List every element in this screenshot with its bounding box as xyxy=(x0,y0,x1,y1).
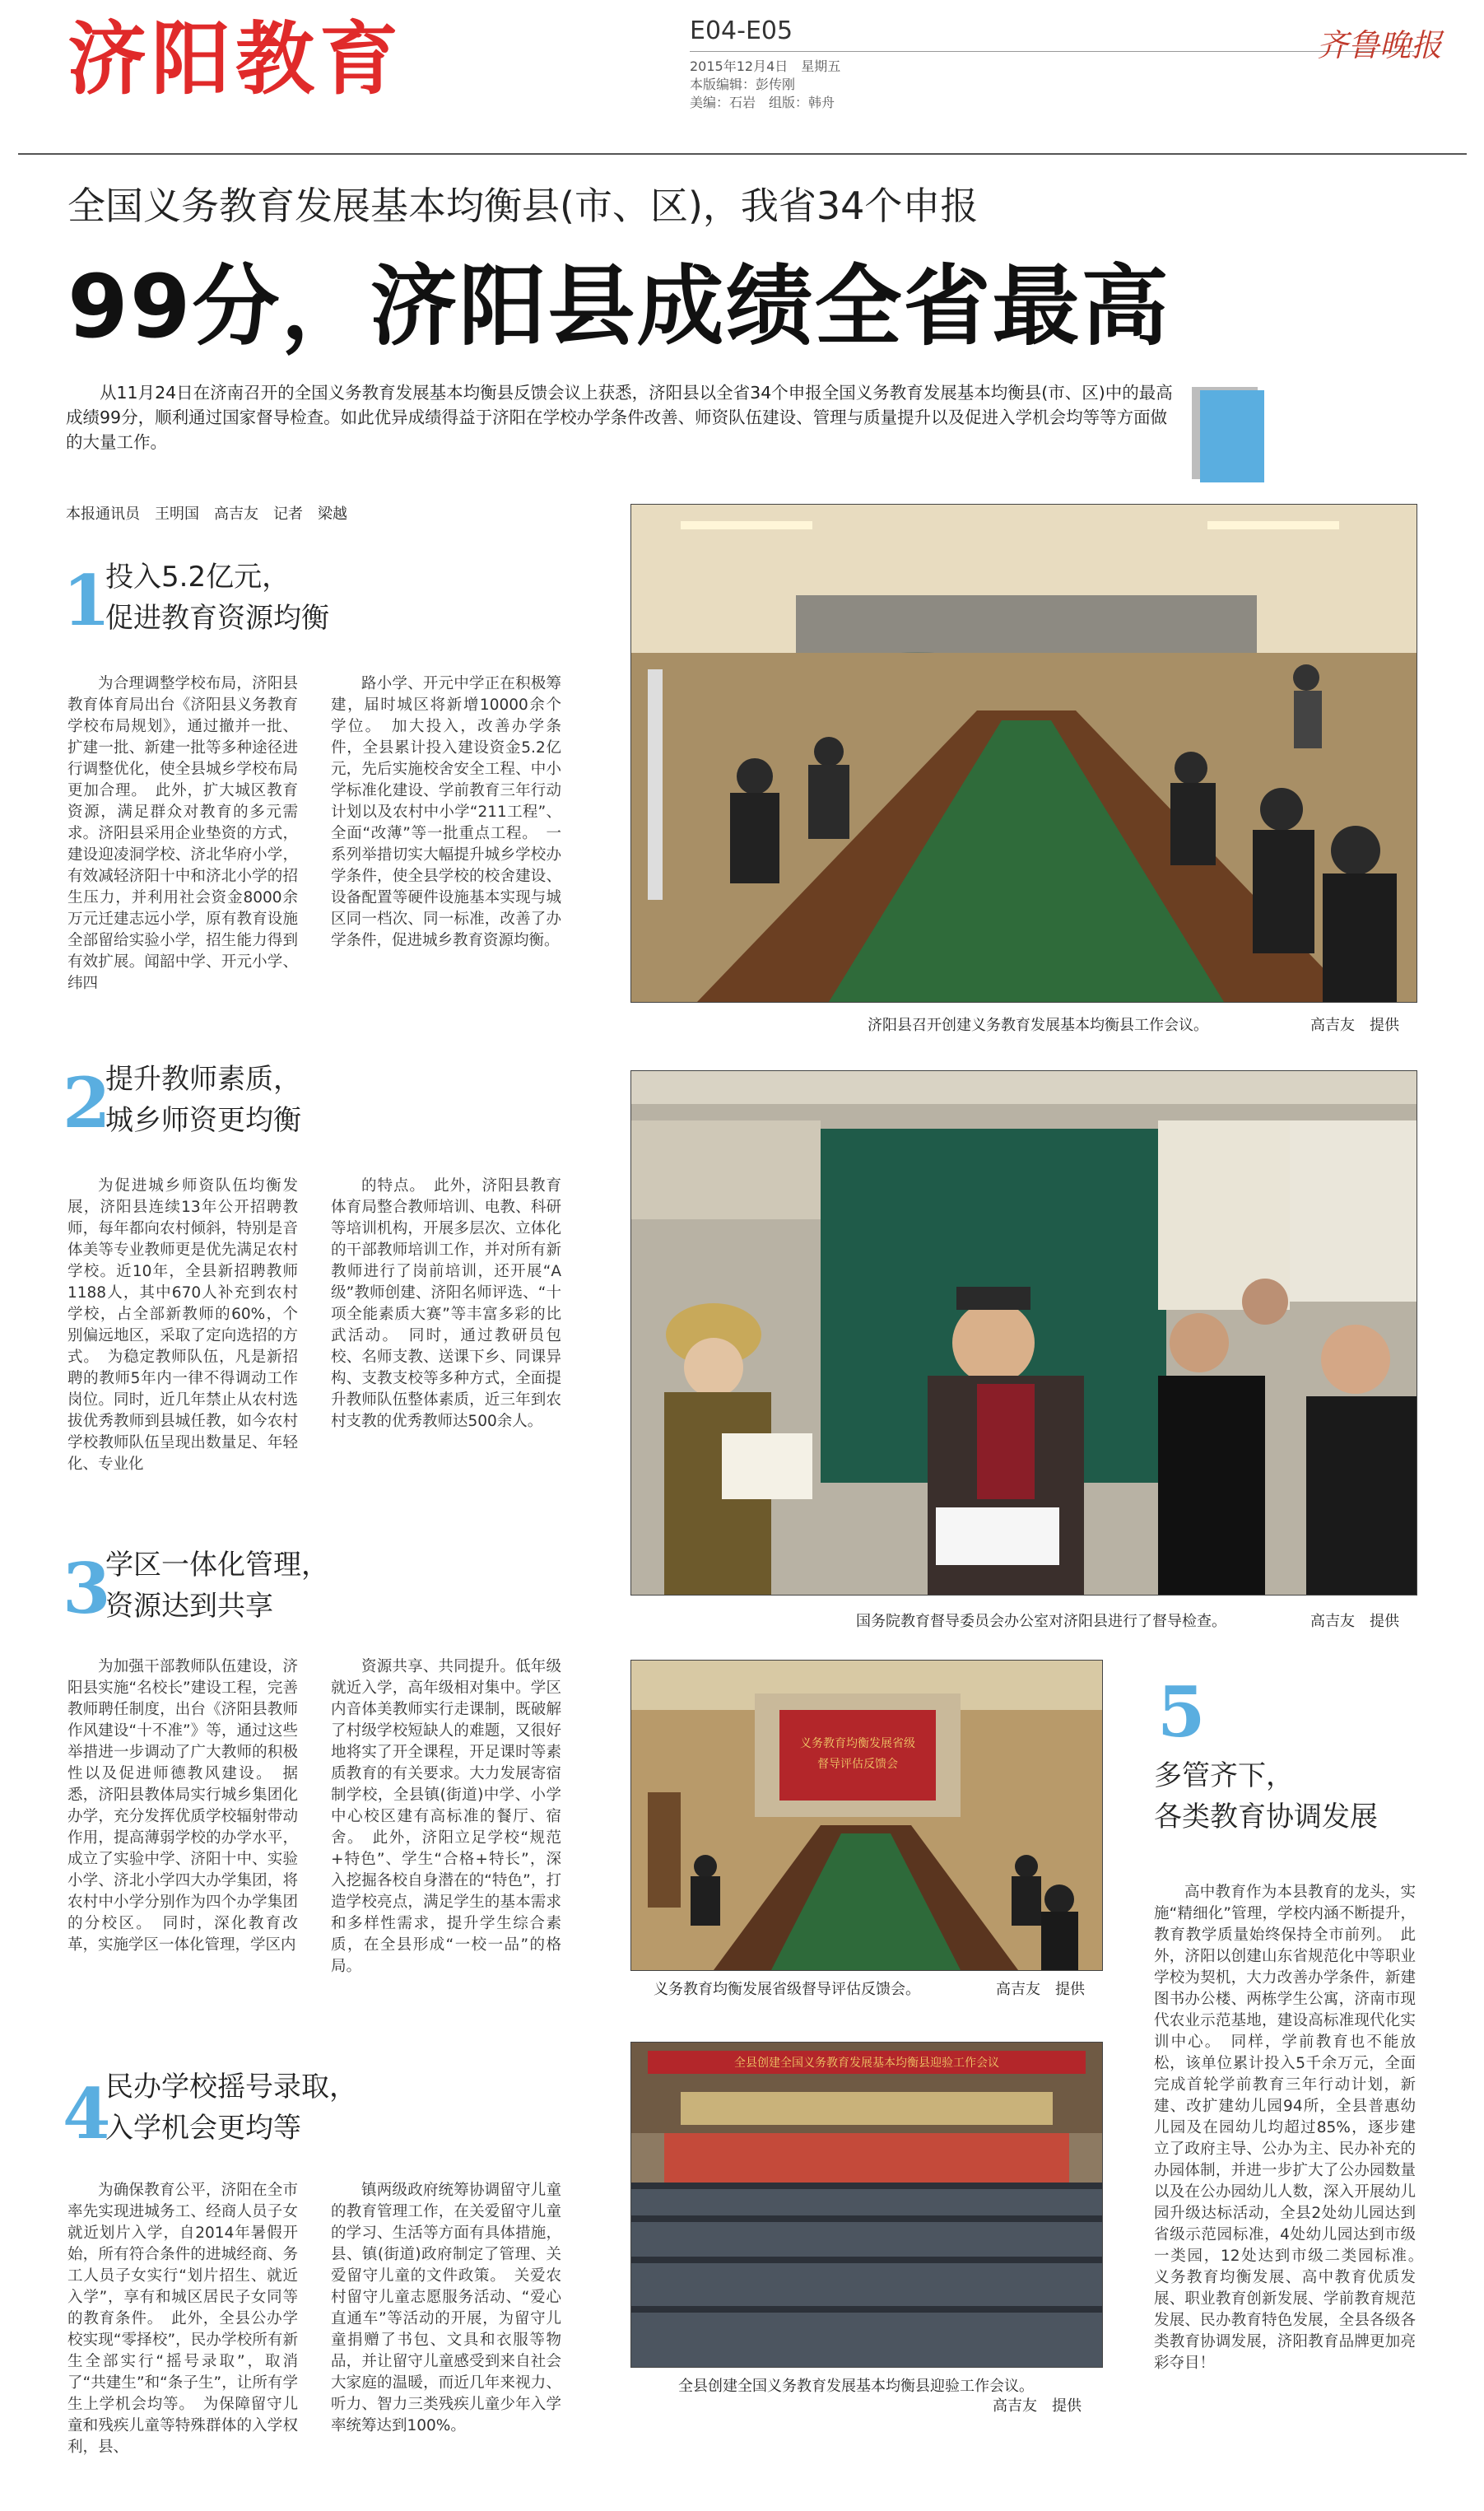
issue-date: 2015年12月4日 星期五 xyxy=(690,58,841,74)
section-5-column: 高中教育作为本县教育的龙头，实施“精细化”管理，学校内涵不断提升，教育教学质量始终保持全市前列。 此外，济阳以创建山东省规范化中等职业学校为契机，大力改善办学条件，新建图书办公楼、两栋学生公寓，济南市现代农业示范基地，建设高标准现代化实训中心。 同样，学前教育也不能放松，该单位累计投入5千余万元，全面完成首轮学前教育三年行动计划，新建、改扩建幼儿园94所，全县普惠幼儿园及在园幼儿均超过85%，逐步建立了政府主导、公办为主、民办补充的办园体制，并进一步扩大了公办园数量以及在公办园幼儿人数，深入开展幼儿园升级达标活动，全县2处幼儿园达到省级示范园标准，4处幼儿园达到市级一类园，12处达到市级二类园标准。 义务教育均衡发展、高中教育优质发展、职业教育创新发展、学前教育规范发展、民办教育特色发展，全县各级各类教育协调发展，济阳教育品牌更加亮彩夺目！ xyxy=(1154,1884,1431,2372)
page-range: E04-E05 xyxy=(690,16,793,45)
section-4-number: 4 xyxy=(63,2073,111,2155)
section-4-column-1: 为确保教育公平，济阳在全市率先实现进城务工、经商人员子女就近划片入学，自2014年暑假开始，所有符合条件的进城经商、务工人员子女实行“划片招生、就近入学”，享有和城区居民子女同等的教育条件。 此外，全县公办学校实现“零择校”，民办学校所有新生全部实行“摇号录取”，取消了“共建生”和“条子生”，让所有学生上学机会均等。 为保障留守儿童和残疾儿童等特殊群体的入学权利，县、 xyxy=(67,2182,298,2456)
section-3-column-2: 资源共享、共同提升。低年级就近入学，高年级相对集中。学区内音体美教师实行走课制，既破解了村级学校短缺人的难题，又很好地将实了开全课程，开足课时等素质教育的有关要求。大力发展寄宿制学校，全县镇(街道)中学、小学中心校区建有高标准的餐厅、宿舍。 此外，济阳立足学校“规范+特色”、学生“合格+特长”，深入挖掘各校自身潜在的“特色”，打造学校亮点，满足学生的基本需求和多样性需求，提升学生综合素质，在全县形成“一校一品”的格局。 xyxy=(331,1658,561,1975)
photo-meeting-caption: 济阳县召开创建义务教育发展基本均衡县工作会议。 xyxy=(868,1017,1208,1034)
photo-inspection-caption: 国务院教育督导委员会办公室对济阳县进行了督导检查。 xyxy=(856,1613,1226,1630)
section-2-column-1: 为促进城乡师资队伍均衡发展，济阳县连续13年公开招聘教师，每年都向农村倾斜，特别是音体美等专业教师更是优先满足农村学校。近10年，全县新招聘教师1188人，其中670人补充到农村学校，占全部新教师的60%，个别偏远地区，采取了定向选招的方式。 为稳定教师队伍，凡是新招聘的教师5年内一律不得调动工作岗位。同时，近几年禁止从农村选拔优秀教师到县城任教，如今农村学校教师队伍呈现出数量足、年轻化、专业化 xyxy=(67,1177,298,1473)
section-1-column-2: 路小学、开元中学正在积极筹建，届时城区将新增10000余个学位。 加大投入，改善办学条件，全县累计投入建设资金5.2亿元，先后实施校舍安全工程、中小学标准化建设、学前教育三年行动计划以及农村中小学“211工程”、全面“改薄”等一批重点工程。 一系列举措切实大幅提升城乡学校办学条件，使全县学校的校舍建设、设备配置等硬件设施基本实现与城区同一档次、同一标准，改善了办学条件，促进城乡教育资源均衡。 xyxy=(331,675,561,949)
photo-feedback-credit: 高吉友 提供 xyxy=(996,1981,1085,1998)
section-3-title xyxy=(105,1544,329,1627)
header-divider xyxy=(690,51,1414,52)
header-rule xyxy=(18,153,1467,155)
section-4-title xyxy=(105,2066,357,2149)
section-2-title-line2: 城乡师资更均衡 xyxy=(105,1104,301,1137)
section-3-title-line1: 学区一体化管理， xyxy=(105,1549,329,1582)
section-4-title-line2: 入学机会更均等 xyxy=(105,2112,301,2145)
section-1-title-line2: 促进教育资源均衡 xyxy=(105,602,329,635)
decorative-square-icon xyxy=(1192,387,1264,484)
section-4-title-line1: 民办学校摇号录取， xyxy=(105,2071,357,2103)
section-5-number: 5 xyxy=(1157,1671,1206,1753)
section-5-title-line1: 多管齐下， xyxy=(1154,1759,1294,1792)
section-2-title xyxy=(105,1059,301,1141)
section-1-title-line1: 投入5.2亿元， xyxy=(105,561,291,594)
editor-credit: 本版编辑：彭传刚 xyxy=(690,77,796,92)
newspaper-logo: 齐鲁晚报 xyxy=(1317,27,1443,63)
section-5-title-line2: 各类教育协调发展 xyxy=(1154,1801,1378,1833)
headline: 99分，济阳县成绩全省最高 xyxy=(67,256,1170,357)
section-5-title xyxy=(1154,1755,1378,1838)
banner-text: 全县创建全国义务教育发展基本均衡县迎验工作会议 xyxy=(734,2057,999,2070)
photo-county-meeting xyxy=(630,2042,1103,2368)
section-3-number: 3 xyxy=(63,1548,111,1629)
section-1-title xyxy=(105,557,329,639)
section-4-column-2: 镇两级政府统筹协调留守儿童的教育管理工作，在关爱留守儿童的学习、生活等方面有具体措施，县、镇(街道)政府制定了管理、关爱留守儿童的文件政策。 关爱农村留守儿童志愿服务活动、“爱心直通车”等活动的开展，为留守儿童捐赠了书包、文具和衣服等物品，并让留守儿童感受到来自社会大家庭的温暖，而近几年来视力、听力、智力三类残疾儿童少年入学率统筹达到100%。 xyxy=(331,2182,561,2434)
photo-county-meeting-image xyxy=(631,2043,1102,2367)
design-credit: 美编：石岩 组版：韩舟 xyxy=(690,95,835,110)
section-2-title-line1: 提升教师素质， xyxy=(105,1063,301,1096)
photo-inspection-credit: 高吉友 提供 xyxy=(1310,1613,1399,1630)
photo-county-meeting-caption: 全县创建全国义务教育发展基本均衡县迎验工作会议。 xyxy=(678,2378,1034,2395)
photo-feedback-caption: 义务教育均衡发展省级督导评估反馈会。 xyxy=(654,1981,920,1998)
photo-inspection-image xyxy=(631,1071,1417,1595)
section-2-number: 2 xyxy=(63,1062,111,1144)
photo-inspection xyxy=(630,1070,1417,1596)
banner-line-2: 督导评估反馈会 xyxy=(817,1758,898,1771)
masthead: 济阳教育 xyxy=(67,13,403,105)
subheadline: 全国义务教育发展基本均衡县(市、区)，我省34个申报 xyxy=(67,184,979,228)
photo-meeting-image xyxy=(631,505,1417,1002)
banner-line-1: 义务教育均衡发展省级 xyxy=(800,1737,915,1750)
photo-meeting-credit: 高吉友 提供 xyxy=(1310,1017,1399,1034)
section-1-column-1: 为合理调整学校布局，济阳县教育体育局出台《济阳县义务教育学校布局规划》，通过撤并一批、扩建一批、新建一批等多种途径进行调整优化，使全县城乡学校布局更加合理。 此外，扩大城区教育资源，满足群众对教育的多元需求。济阳县采用企业垫资的方式，建设迎凌洞学校、济北华府小学，有效减轻济阳十中和济北小学的招生压力，并利用社会资金8000余万元迁建志远小学，原有教育设施全部留给实验小学，招生能力得到有效扩展。闻韶中学、开元小学、纬四 xyxy=(67,675,298,992)
photo-feedback xyxy=(630,1660,1103,1971)
lead-paragraph: 从11月24日在济南召开的全国义务教育发展基本均衡县反馈会议上获悉，济阳县以全省34个申报全国义务教育发展基本均衡县(市、区)中的最高成绩99分，顺利通过国家督导检查。如此优异成绩得益于济阳在学校办学条件改善、师资队伍建设、管理与质量提升以及促进入学机会均等等方面做的大量工作。 xyxy=(66,383,1173,452)
section-3-column-1: 为加强干部教师队伍建设，济阳县实施“名校长”建设工程，完善教师聘任制度，出台《济阳县教师作风建设“十不准”》等，通过这些举措进一步调动了广大教师的积极性以及促进师德教风建设。 据悉，济阳县教体局实行城乡集团化办学，充分发挥优质学校辐射带动作用，提高薄弱学校的办学水平，成立了实验中学、济阳十中、实验小学、济北小学四大办学集团，将农村中小学分别作为四个办学集团的分校区。 同时，深化教育改革，实施学区一体化管理，学区内 xyxy=(67,1658,298,1954)
photo-county-meeting-credit: 高吉友 提供 xyxy=(993,2397,1082,2415)
section-3-title-line2: 资源达到共享 xyxy=(105,1590,273,1623)
section-2-column-2: 的特点。 此外，济阳县教育体育局整合教师培训、电教、科研等培训机构，开展多层次、立体化的干部教师培训工作，并对所有新教师进行了岗前培训，还开展“A级”教师创建、济阳名师评选、“十项全能素质大赛”等丰富多彩的比武活动。 同时，通过教研员包校、名师支教、送课下乡、同课异构、支教支校等多种方式，全面提升教师队伍整体素质，近三年到农村支教的优秀教师达500余人。 xyxy=(331,1177,561,1430)
photo-feedback-image xyxy=(631,1661,1102,1970)
byline: 本报通讯员 王明国 高吉友 记者 梁越 xyxy=(66,505,347,523)
photo-meeting xyxy=(630,504,1417,1003)
section-1-number: 1 xyxy=(63,560,111,641)
